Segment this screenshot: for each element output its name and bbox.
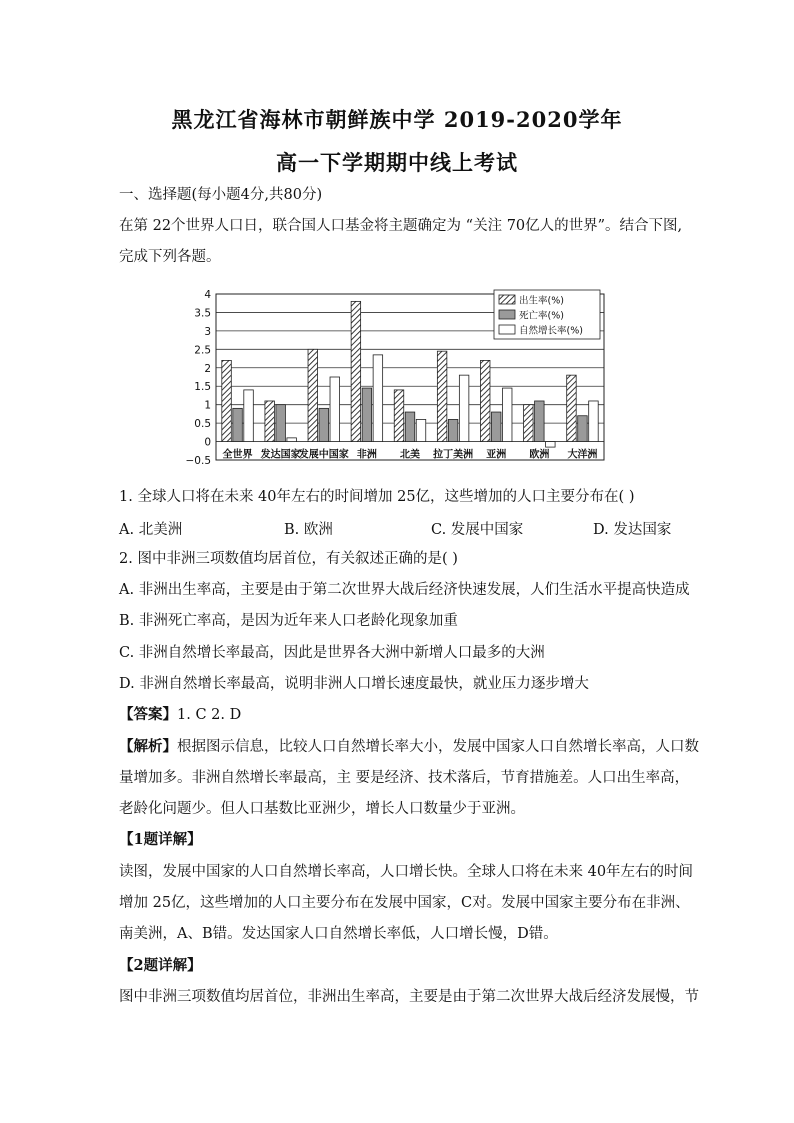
bar-8-1 [578, 416, 588, 442]
x-category-label: 全世界 [222, 449, 253, 461]
q2-option-a: A. 非洲出生率高，主要是由于第二次世界大战后经济快速发展，人们生活水平提高快造成 [119, 582, 690, 598]
bar-2-1 [319, 408, 329, 441]
legend-label: 死亡率(%) [519, 310, 564, 322]
y-tick-label: 1 [204, 399, 211, 412]
bar-8-0 [567, 375, 577, 441]
y-tick-label: 0 [204, 436, 211, 449]
detail-2-line-1: 图中非洲三项数值均居首位，非洲出生率高，主要是由于第二次世界大战后经济发展慢，节 [119, 989, 699, 1005]
y-tick-label: 3 [204, 325, 211, 338]
answer-text: 1. C 2. D [177, 707, 242, 723]
legend-swatch [499, 325, 515, 334]
question-2-stem: 2. 图中非洲三项数值均居首位，有关叙述正确的是( ) [119, 551, 458, 567]
bar-4-2 [416, 419, 426, 441]
analysis-line-3: 老龄化问题少。但人口基数比亚洲少，增长人口数量少于亚洲。 [119, 801, 525, 817]
question-1-options [119, 518, 679, 538]
question-1-stem: 1. 全球人口将在未来 40年左右的时间增加 25亿，这些增加的人口主要分布在( ) [119, 489, 635, 505]
bar-5-2 [459, 375, 469, 441]
q1-option-a: A. 北美洲 [119, 522, 183, 538]
x-category-label: 欧洲 [529, 449, 550, 461]
y-tick-label: 2 [204, 362, 211, 375]
bar-3-0 [351, 301, 361, 441]
q2-option-d: D. 非洲自然增长率最高，说明非洲人口增长速度最快，就业压力逐步增大 [119, 676, 589, 692]
analysis-text-1: 根据图示信息，比较人口自然增长率大小，发展中国家人口自然增长率高，人口数 [177, 739, 699, 755]
analysis-label: 【解析】 [119, 738, 177, 755]
bar-0-1 [233, 408, 243, 441]
detail-1-line-1: 读图，发展中国家的人口自然增长率高，人口增长快。全球人口将在未来 40年左右的时间 [119, 864, 694, 880]
x-category-label: 发达国家 [260, 449, 301, 461]
y-tick-label: 3.5 [194, 307, 211, 320]
legend-label: 出生率(%) [519, 295, 564, 307]
bar-2-2 [330, 377, 340, 442]
legend-swatch [499, 295, 515, 304]
detail-1-line-3: 南美洲，A、B错。发达国家人口自然增长率低，人口增长慢，D错。 [119, 926, 558, 942]
bar-4-0 [394, 390, 404, 442]
bar-7-1 [535, 401, 545, 442]
population-bar-chart [186, 284, 612, 470]
y-tick-label: 0.5 [194, 418, 211, 431]
doc-title-line1: 黑龙江省海林市朝鲜族中学 2019-2020学年 [171, 107, 623, 132]
answer-line [119, 705, 679, 725]
legend-label: 自然增长率(%) [519, 325, 583, 337]
bar-6-2 [502, 388, 512, 441]
x-category-label: 大洋洲 [567, 449, 598, 461]
x-category-label: 拉丁美洲 [433, 449, 474, 461]
x-category-label: 北美 [400, 449, 420, 461]
intro-line-2: 完成下列各题。 [119, 249, 221, 265]
section-heading: 一、选择题(每小题4分,共80分) [119, 187, 323, 203]
analysis-line-1 [119, 737, 699, 757]
x-category-label: 非洲 [356, 449, 377, 461]
y-tick-label: 4 [204, 289, 211, 301]
bar-3-2 [373, 355, 383, 442]
bar-5-0 [437, 351, 447, 441]
answer-label: 【答案】 [119, 706, 177, 723]
bar-2-0 [308, 349, 318, 441]
bar-6-0 [480, 360, 490, 441]
bar-7-0 [524, 405, 534, 442]
detail-1-line-2: 增加 25亿，这些增加的人口主要分布在发展中国家，C对。发展中国家主要分布在非洲、 [119, 895, 690, 911]
bar-1-0 [265, 401, 275, 442]
bar-5-1 [448, 419, 458, 441]
x-category-label: 发展中国家 [298, 449, 349, 461]
bar-1-1 [276, 405, 286, 442]
bar-3-1 [362, 388, 372, 441]
x-category-label: 亚洲 [486, 449, 507, 461]
y-tick-label: 2.5 [194, 344, 211, 357]
detail-1-heading: 【1题详解】 [119, 831, 202, 848]
analysis-line-2: 量增加多。非洲自然增长率最高，主 要是经济、技术落后，节育措施差。人口出生率高， [119, 770, 690, 786]
legend-swatch [499, 310, 515, 319]
bar-1-2 [287, 438, 297, 442]
q1-option-c: C. 发展中国家 [431, 522, 524, 538]
y-tick-label: 1.5 [194, 381, 211, 394]
bar-4-1 [405, 412, 415, 442]
doc-title-line2: 高一下学期期中线上考试 [276, 150, 518, 175]
detail-2-heading: 【2题详解】 [119, 957, 202, 974]
bar-7-2 [546, 442, 556, 448]
intro-line-1: 在第 22个世界人口日，联合国人口基金将主题确定为 “关注 70亿人的世界”。结合下图, [119, 218, 683, 234]
q1-option-d: D. 发达国家 [593, 522, 672, 538]
bar-0-0 [222, 360, 232, 441]
bar-6-1 [491, 412, 501, 442]
bar-0-2 [244, 390, 254, 442]
y-tick-label: −0.5 [186, 455, 211, 467]
q1-option-b: B. 欧洲 [284, 522, 333, 538]
q2-option-b: B. 非洲死亡率高，是因为近年来人口老龄化现象加重 [119, 613, 458, 629]
q2-option-c: C. 非洲自然增长率最高，因此是世界各大洲中新增人口最多的大洲 [119, 645, 545, 661]
bar-8-2 [589, 401, 599, 442]
